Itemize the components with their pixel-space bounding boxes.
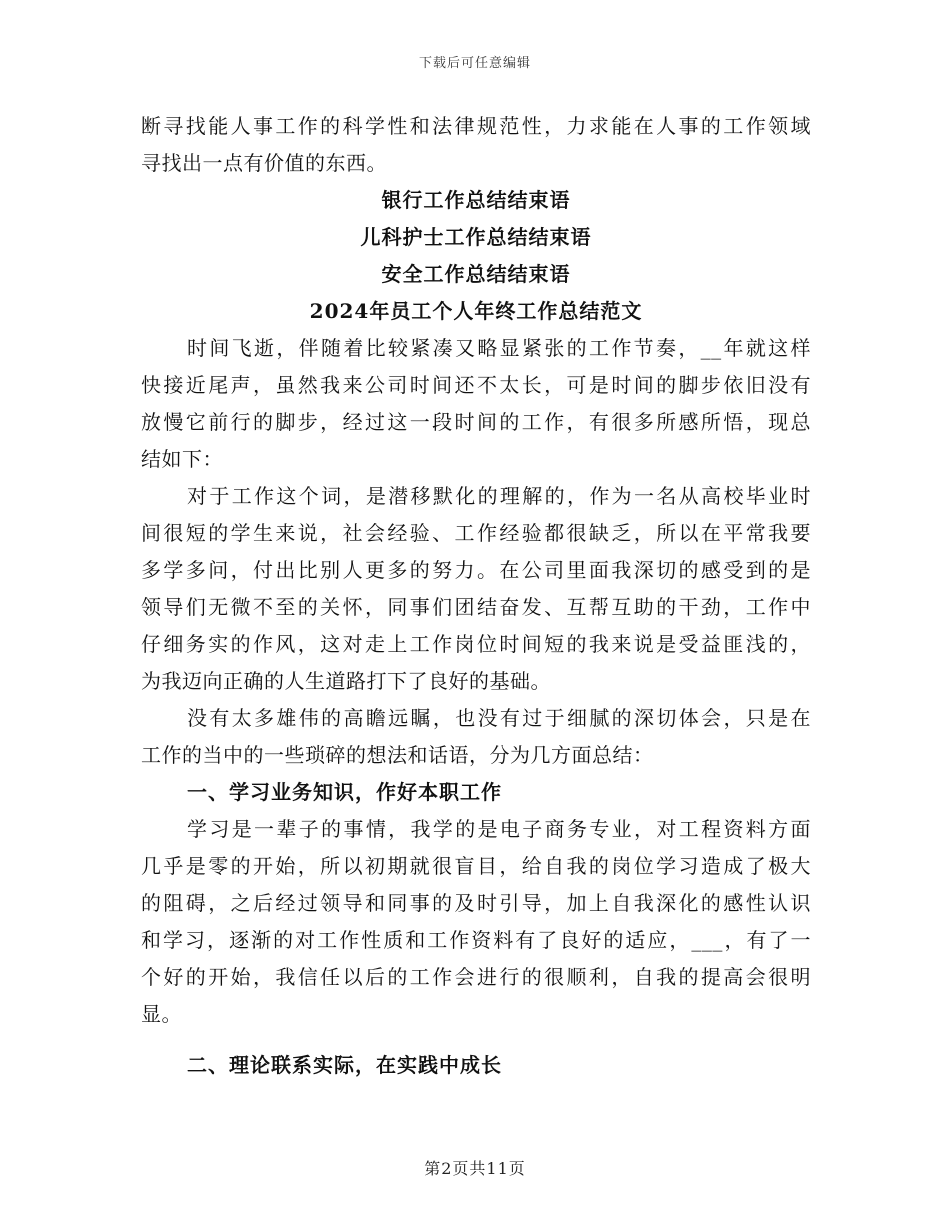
paragraph-line: 结如下： — [141, 447, 223, 471]
paragraph-line: 时间飞逝，伴随着比较紧凑又略显紧张的工作节奏，__年就这样 — [187, 336, 811, 360]
paragraph-line: 个好的开始，我信任以后的工作会进行的很顺利，自我的提高会很明 — [141, 965, 811, 989]
section-heading-2: 二、理论联系实际，在实践中成长 — [187, 1053, 502, 1077]
paragraph-line: 几乎是零的开始，所以初期就很盲目，给自我的岗位学习造成了极大 — [141, 854, 811, 878]
paragraph-line: 对于工作这个词，是潜移默化的理解的，作为一名从高校毕业时 — [187, 484, 811, 508]
paragraph-line: 为我迈向正确的人生道路打下了良好的基础。 — [141, 669, 551, 693]
spacer — [141, 1033, 811, 1047]
paragraph-line: 学习是一辈子的事情，我学的是电子商务专业，对工程资料方面 — [187, 817, 811, 841]
intro-line: 断寻找能人事工作的科学性和法律规范性，力求能在人事的工作领域 — [141, 114, 811, 138]
paragraph-line: 放慢它前行的脚步，经过这一段时间的工作，有很多所感所悟，现总 — [141, 410, 811, 434]
page-header: 下载后可任意编辑 — [418, 56, 531, 71]
page-footer: 第2页共11页 — [424, 1159, 526, 1178]
title-bank: 银行工作总结结束语 — [381, 188, 571, 212]
paragraph-line: 没有太多雄伟的高瞻远瞩，也没有过于细腻的深切体会，只是在 — [187, 706, 811, 730]
title-pediatric-nurse: 儿科护士工作总结结束语 — [360, 225, 592, 249]
paragraph-line: 显。 — [141, 1002, 182, 1026]
document-body — [141, 108, 811, 1084]
title-annual-summary: 2024年员工个人年终工作总结范文 — [309, 299, 643, 323]
paragraph-line: 间很短的学生来说，社会经验、工作经验都很缺乏，所以在平常我要 — [141, 521, 811, 545]
title-safety: 安全工作总结结束语 — [381, 262, 571, 286]
intro-line: 寻找出一点有价值的东西。 — [141, 151, 387, 175]
paragraph-line: 和学习，逐渐的对工作性质和工作资料有了良好的适应，___，有了一 — [141, 928, 811, 952]
paragraph-line: 的阻碍，之后经过领导和同事的及时引导，加上自我深化的感性认识 — [141, 891, 811, 915]
paragraph-line: 领导们无微不至的关怀，同事们团结奋发、互帮互助的干劲，工作中 — [141, 595, 811, 619]
paragraph-line: 工作的当中的一些琐碎的想法和话语，分为几方面总结： — [141, 743, 654, 767]
paragraph-line: 多学多问，付出比别人更多的努力。在公司里面我深切的感受到的是 — [141, 558, 811, 582]
paragraph-line: 快接近尾声，虽然我来公司时间还不太长，可是时间的脚步依旧没有 — [141, 373, 811, 397]
section-heading-1: 一、学习业务知识，作好本职工作 — [187, 780, 502, 804]
paragraph-line: 仔细务实的作风，这对走上工作岗位时间短的我来说是受益匪浅的， — [141, 632, 811, 656]
